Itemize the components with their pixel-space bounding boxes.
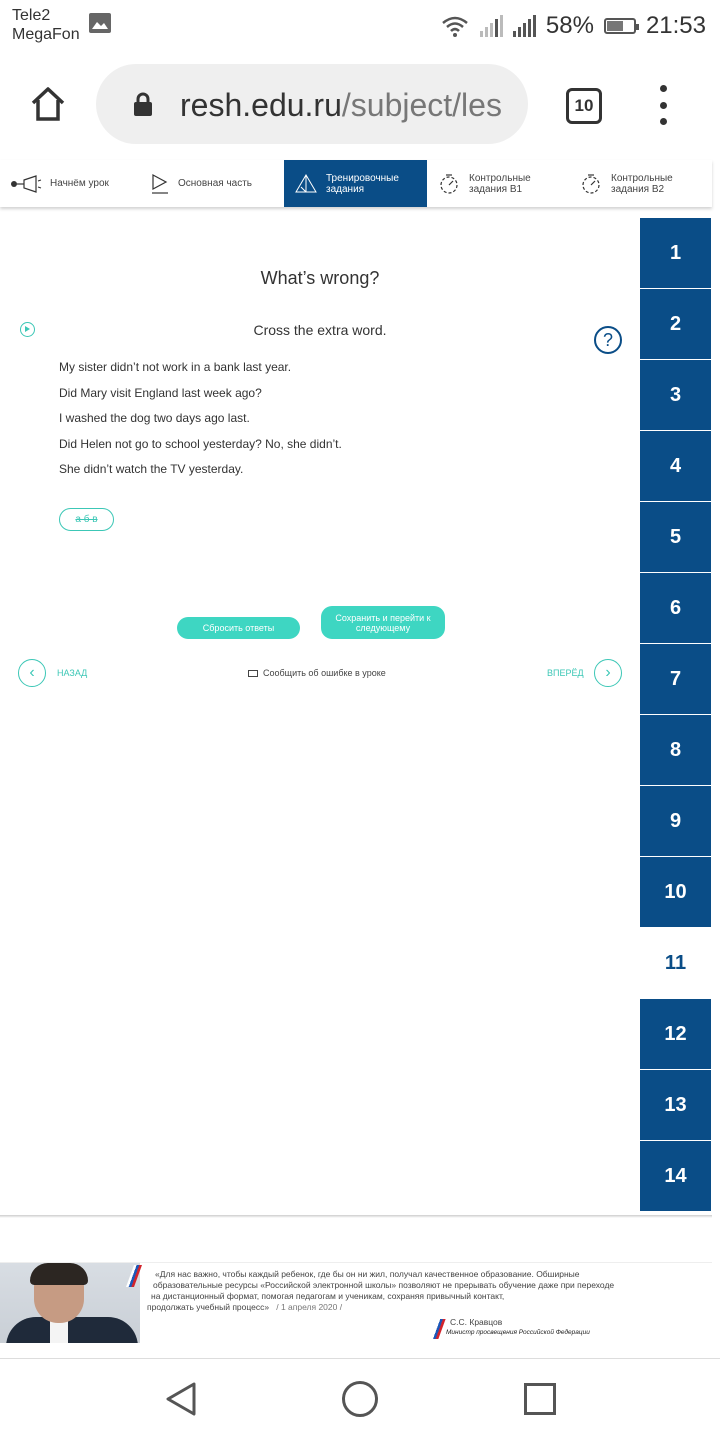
quote-line: «Для нас важно, чтобы каждый ребенок, где бы он ни жил, получал качественное образование. Обширные [155,1269,580,1279]
task-number-5[interactable]: 5 [640,502,711,572]
android-navigation-bar [0,1358,720,1441]
task-number-8[interactable]: 8 [640,715,711,785]
wifi-icon [440,14,470,38]
nav-label-line-2: задания В1 [469,183,523,195]
battery-percent: 58% [545,12,594,39]
task-number-6[interactable]: 6 [640,573,711,643]
megaphone-icon [10,174,42,194]
nav-label: Основная часть [178,178,253,189]
report-error-label: Сообщить об ошибке в уроке [263,668,386,678]
signer-name: С.С. Кравцов [450,1317,503,1327]
system-home-icon[interactable] [342,1381,378,1417]
minister-photo [0,1263,140,1343]
task-number-9[interactable]: 9 [640,786,711,856]
forward-link[interactable]: ВПЕРЁД [547,668,584,678]
nav-control-b2[interactable] [569,160,712,207]
browser-toolbar [0,52,720,158]
nav-label-line-2: задания [326,183,365,195]
play-icon [150,173,170,195]
sentence-item[interactable]: I washed the dog two days ago last. [59,411,250,426]
url-path: /subject/les [341,87,502,123]
carrier-info [12,6,80,44]
signer-title: Министр просвещения Российской Федерации [446,1329,590,1336]
sentence-item[interactable]: Did Helen not go to school yesterday? No, she didn’t. [59,436,342,451]
signal-icon-sim1 [480,15,503,37]
nav-label [611,173,673,195]
system-recent-apps-icon[interactable] [524,1383,556,1415]
nav-training-tasks[interactable] [284,160,427,207]
nav-label-line-2: задания В2 [611,183,665,195]
sentence-item[interactable]: My sister didn’t not work in a bank last year. [59,360,292,374]
url-host: resh.edu.ru [180,87,342,123]
nav-label-line-1: Контрольные [469,172,531,184]
sentence-item[interactable]: Did Mary visit England last week ago? [59,385,262,400]
content-divider [0,1215,712,1218]
nav-label: Начнём урок [50,178,109,189]
gallery-notification-icon [88,12,112,34]
home-icon[interactable] [30,86,66,122]
signal-icon-sim2 [513,15,536,37]
nav-control-b1[interactable] [427,160,569,207]
task-number-11[interactable]: 11 [640,928,711,998]
mail-icon [248,670,258,677]
task-instruction: Cross the extra word. [253,322,387,338]
nav-label [326,173,399,195]
sentence-item[interactable]: She didn’t watch the TV yesterday. [59,462,244,477]
answer-chip[interactable]: а б в [59,508,114,531]
save-and-next-button[interactable]: Сохранить и перейти к следующему [321,606,445,639]
sentence-list [59,357,619,485]
pyramid-icon [294,173,318,195]
lock-icon [132,92,154,118]
lesson-section-nav [0,160,712,207]
battery-icon [604,18,636,34]
task-number-3[interactable]: 3 [640,360,711,430]
status-bar [0,0,720,52]
reset-answers-button[interactable]: Сбросить ответы [177,617,300,639]
system-back-icon[interactable] [164,1381,198,1417]
address-bar[interactable] [96,64,528,144]
nav-start-lesson[interactable] [0,160,140,207]
clock: 21:53 [645,12,706,39]
quote-date: / 1 апреля 2020 / [276,1302,343,1312]
task-number-4[interactable]: 4 [640,431,711,501]
help-button[interactable]: ? [594,326,622,354]
browser-menu-icon[interactable] [656,85,670,125]
url-text[interactable] [180,87,510,124]
timer-icon [579,173,603,195]
back-chevron-icon[interactable]: ‹ [18,659,46,687]
report-error-link[interactable] [248,668,386,678]
quote-line: на дистанционный формат, помогая педагогам и ученикам, сохраняя привычный контакт, [151,1291,505,1301]
nav-label [469,173,531,195]
minister-quote-banner [0,1262,712,1343]
quote-line: образовательные ресурсы «Российской электронной школы» позволяют не прерывать обучение даже при переходе [153,1280,615,1290]
quote-text [147,1269,677,1313]
task-number-7[interactable]: 7 [640,644,711,714]
nav-main-part[interactable] [140,160,284,207]
back-link[interactable]: НАЗАД [57,668,88,678]
task-number-1[interactable]: 1 [640,218,711,288]
quote-line: продолжать учебный процесс» [147,1302,270,1312]
forward-chevron-icon[interactable]: › [594,659,622,687]
task-number-13[interactable]: 13 [640,1070,711,1140]
carrier-1: Tele2 [12,7,51,24]
tab-switcher-button[interactable]: 10 [566,88,602,124]
timer-icon [437,173,461,195]
carrier-2: MegaFon [12,26,80,43]
task-number-12[interactable]: 12 [640,999,711,1069]
task-number-2[interactable]: 2 [640,289,711,359]
nav-label-line-1: Контрольные [611,172,673,184]
task-number-10[interactable]: 10 [640,857,711,927]
nav-label-line-1: Тренировочные [326,172,399,184]
task-number-list [640,218,712,1215]
task-title: What’s wrong? [260,268,380,288]
task-number-14[interactable]: 14 [640,1141,711,1211]
flag-stripe-icon [430,1319,445,1339]
